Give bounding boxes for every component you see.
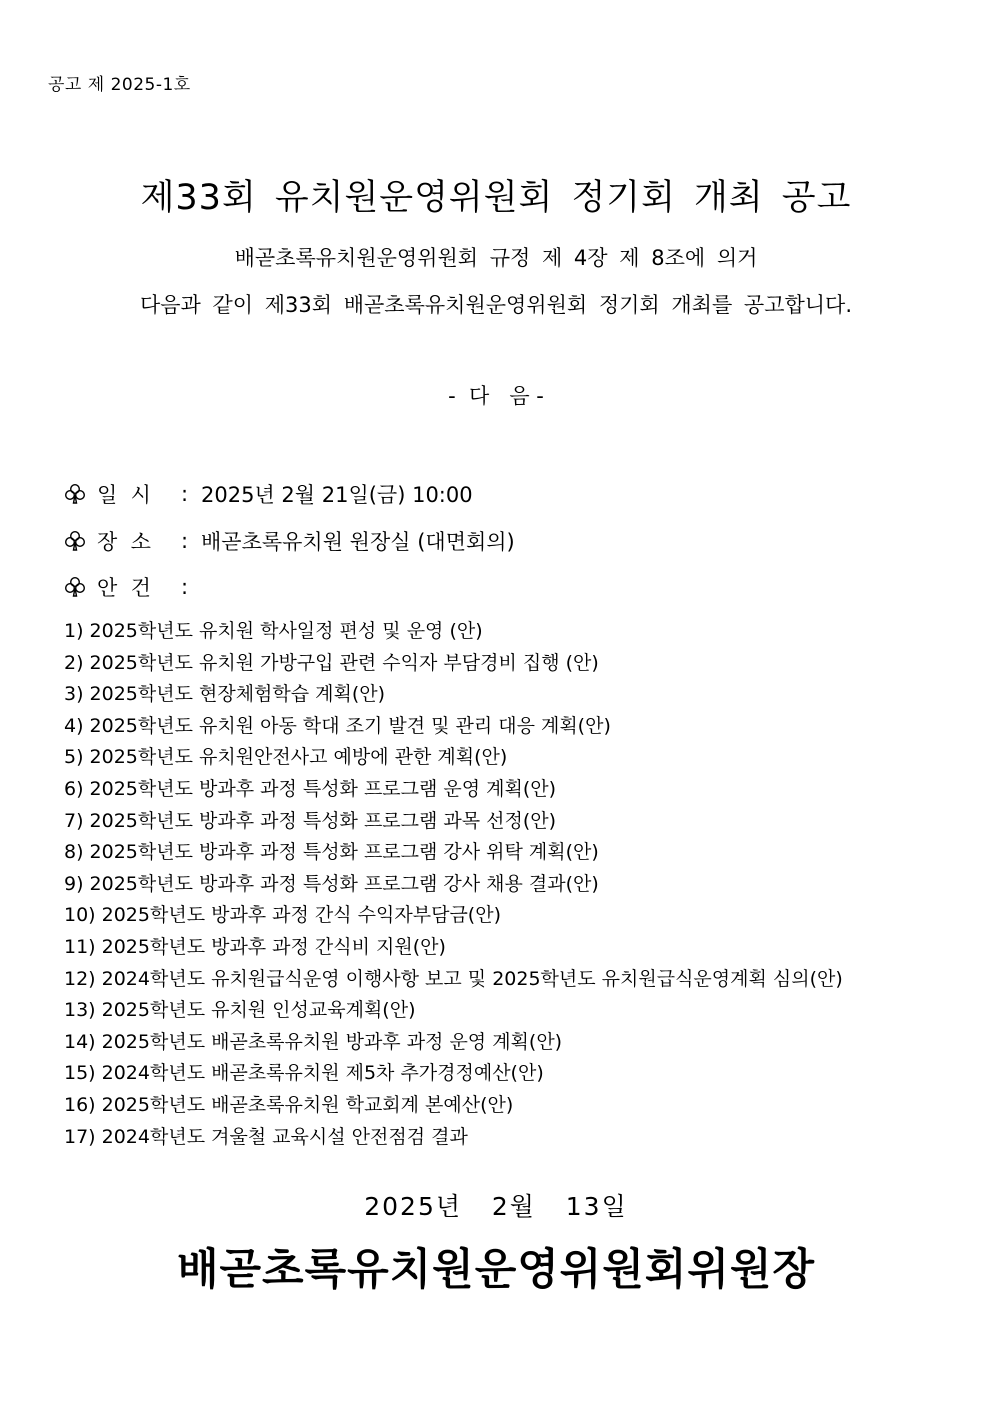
agenda-label: 안 건 [97, 576, 151, 600]
place-colon: : [181, 529, 189, 553]
agenda-item: 15) 2024학년도 배곧초록유치원 제5차 추가경정예산(안) [64, 1062, 544, 1085]
intro-line-1: 배곧초록유치원운영위원회 규정 제 4장 제 8조에 의거 [234, 246, 758, 270]
agenda-item: 2) 2025학년도 유치원 가방구입 관련 수익자 부담경비 집행 (안) [64, 651, 599, 674]
signatory: 배곧초록유치원운영위원회위원장 [176, 1245, 816, 1295]
agenda-item: 7) 2025학년도 방과후 과정 특성화 프로그램 과목 선정(안) [64, 809, 557, 832]
agenda-colon: : [181, 575, 189, 599]
date-value: 2025년 2월 21일(금) 10:00 [201, 483, 473, 507]
document-number: 공고 제 2025-1호 [48, 75, 191, 95]
info-row-agenda [63, 572, 201, 602]
agenda-item: 9) 2025학년도 방과후 과정 특성화 프로그램 강사 채용 결과(안) [64, 872, 599, 895]
agenda-item: 4) 2025학년도 유치원 아동 학대 조기 발견 및 관리 대응 계획(안) [64, 714, 611, 737]
agenda-item: 13) 2025학년도 유치원 인성교육계획(안) [64, 999, 416, 1022]
announcement-date: 2025년 2월 13일 [364, 1192, 628, 1221]
info-row-date [63, 479, 473, 509]
date-label: 일 시 [97, 483, 151, 507]
agenda-item: 16) 2025학년도 배곧초록유치원 학교회계 본예산(안) [64, 1093, 514, 1116]
page-title: 제33회 유치원운영위원회 정기회 개최 공고 [140, 178, 852, 218]
agenda-item: 17) 2024학년도 겨울철 교육시설 안전점검 결과 [64, 1125, 468, 1148]
club-icon [63, 529, 87, 553]
agenda-item: 6) 2025학년도 방과후 과정 특성화 프로그램 운영 계획(안) [64, 777, 557, 800]
club-icon [63, 575, 87, 599]
agenda-item: 11) 2025학년도 방과후 과정 간식비 지원(안) [64, 935, 446, 958]
agenda-item: 14) 2025학년도 배곧초록유치원 방과후 과정 운영 계획(안) [64, 1030, 563, 1053]
agenda-item: 3) 2025학년도 현장체험학습 계획(안) [64, 683, 386, 706]
section-heading: - 다 음 - [448, 384, 544, 408]
club-icon [63, 482, 87, 506]
agenda-item: 1) 2025학년도 유치원 학사일정 편성 및 운영 (안) [64, 620, 483, 642]
intro-line-2: 다음과 같이 제33회 배곧초록유치원운영위원회 정기회 개최를 공고합니다. [139, 293, 853, 317]
place-value: 배곧초록유치원 원장실 (대면회의) [201, 530, 515, 554]
agenda-list [64, 616, 843, 1153]
agenda-item: 8) 2025학년도 방과후 과정 특성화 프로그램 강사 위탁 계획(안) [64, 841, 599, 864]
agenda-item: 5) 2025학년도 유치원안전사고 예방에 관한 계획(안) [64, 746, 508, 769]
agenda-item: 10) 2025학년도 방과후 과정 간식 수익자부담금(안) [64, 904, 501, 927]
info-row-place [63, 526, 515, 556]
place-label: 장 소 [97, 530, 151, 554]
date-colon: : [181, 482, 189, 506]
agenda-item: 12) 2024학년도 유치원급식운영 이행사항 보고 및 2025학년도 유치원급식운영계획 심의(안) [64, 967, 843, 990]
